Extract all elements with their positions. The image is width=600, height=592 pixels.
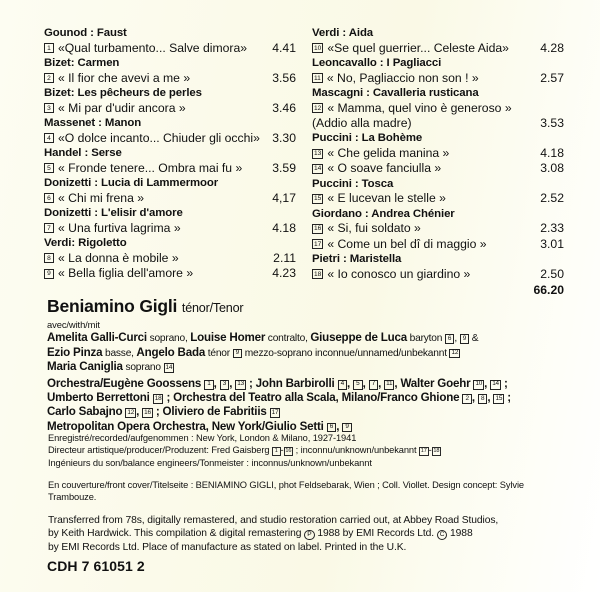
work-heading: Gounod : Faust xyxy=(44,27,127,39)
track-row xyxy=(312,221,564,236)
track-title: « Che gelida manina » xyxy=(327,146,450,160)
work-heading: Massenet : Manon xyxy=(44,117,142,129)
performer-name: ; Oliviero de Fabritiis xyxy=(152,405,270,419)
track-ref-box: 17 xyxy=(270,408,281,418)
track-ref-box: 5 xyxy=(353,380,363,390)
producer-unknown-text: ; inconnu/unknown/unbekannt xyxy=(293,445,419,456)
recording-info xyxy=(48,432,553,469)
track-row xyxy=(44,161,296,176)
track-ref-box: 1 xyxy=(272,447,281,456)
transfer-line-1: Transferred from 78s, digitally remastered, and studio restoration carried out, at Abbey Road Studios, xyxy=(48,515,499,526)
track-row xyxy=(312,146,564,161)
orchestra-line xyxy=(47,405,557,419)
orchestra-list xyxy=(47,377,557,434)
track-number-box: 2 xyxy=(44,73,54,83)
track-title: « La donna è mobile » xyxy=(58,250,179,265)
performer-list xyxy=(47,331,557,375)
track-ref-box: 9 xyxy=(460,334,470,344)
performer-line xyxy=(47,331,557,346)
track-number-box: 16 xyxy=(314,225,322,233)
phonogram-right-icon: P xyxy=(304,530,315,541)
artist-block xyxy=(47,296,557,434)
track-duration: 4.18 xyxy=(540,146,564,160)
track-title: « Bella figlia dell'amore » xyxy=(58,266,194,280)
track-duration: 2.11 xyxy=(273,250,296,265)
track-duration: 4.28 xyxy=(540,40,564,55)
track-duration: 4,17 xyxy=(272,190,296,205)
track-ref-box: 18 xyxy=(153,394,164,404)
track-title: «O dolce incanto... Chiuder gli occhi» xyxy=(58,130,260,145)
track-ref-box: 6 xyxy=(327,423,337,433)
track-duration: 3.53 xyxy=(540,116,564,130)
remastering-text: by Keith Hardwick. This compilation & digital remastering xyxy=(48,528,305,540)
track-ref-box: 8 xyxy=(478,394,488,404)
track-row xyxy=(44,101,296,116)
track-continuation xyxy=(312,116,564,131)
tracklist xyxy=(44,26,564,297)
track-ref-box: 15 xyxy=(493,394,504,404)
performer-name: Carlo Sabajno xyxy=(47,405,126,419)
track-number-box: 7 xyxy=(44,223,54,233)
track-ref-box: 18 xyxy=(433,448,440,455)
track-title: « Chi mi frena » xyxy=(58,190,145,205)
track-title: « Io conosco un giardino » xyxy=(327,266,471,281)
performer-name: Umberto Berrettoni xyxy=(47,391,153,405)
producer-text: Directeur artistique/producer/Produzent: Fred Gaisberg xyxy=(48,445,272,456)
performer-name: Louise Homer xyxy=(190,331,266,344)
track-title: « Mi par d'udir ancora » xyxy=(58,100,186,115)
performer-name: , Walter Goehr xyxy=(394,376,474,390)
dash: - xyxy=(428,445,432,456)
artist-name xyxy=(47,296,557,317)
track-row xyxy=(312,101,564,116)
performer-name: , xyxy=(471,391,478,405)
artist-name-text: Beniamino Gigli xyxy=(47,296,178,316)
track-duration: 2.33 xyxy=(540,221,564,236)
performer-role: soprano xyxy=(122,362,164,374)
performer-name: ; Orchestra del Teatro alla Scala, Milano/Franco Ghione xyxy=(163,391,463,405)
track-title: « E lucevan le stelle » xyxy=(327,191,446,206)
track-ref-box: 4 xyxy=(338,380,348,390)
track-number-box: 9 xyxy=(44,269,54,279)
performer-name: , xyxy=(487,391,494,405)
track-duration: 4.23 xyxy=(272,266,296,280)
track-ref-box: 10 xyxy=(473,380,484,390)
performer-name: Angelo Bada xyxy=(136,345,206,359)
track-ref-box: 7 xyxy=(369,380,379,390)
performer-name: ; xyxy=(504,391,511,405)
performer-role: & xyxy=(469,333,479,344)
orchestra-line xyxy=(47,391,557,405)
track-row xyxy=(44,251,296,266)
work-heading: Verdi: Rigoletto xyxy=(44,237,127,249)
track-number-box: 15 xyxy=(314,195,322,203)
track-number-box: 4 xyxy=(44,133,54,143)
work-heading: Verdi : Aida xyxy=(312,27,374,39)
track-number-box: 8 xyxy=(44,253,54,263)
artist-voice: ténor/Tenor xyxy=(181,301,244,315)
track-number-box: 11 xyxy=(314,74,321,82)
track-number-box: 17 xyxy=(314,240,322,248)
track-title: « Fronde tenere... Ombra mai fu » xyxy=(58,160,243,175)
work-heading: Donizetti : L'elisir d'amore xyxy=(44,207,183,219)
track-number-box: 14 xyxy=(314,165,322,173)
track-row xyxy=(312,161,564,176)
track-ref-box: 12 xyxy=(125,408,136,418)
performer-name: , xyxy=(229,376,236,390)
cover-credit xyxy=(48,479,553,504)
track-ref-box: 9 xyxy=(233,349,243,359)
performer-line xyxy=(47,360,557,375)
performer-role: ténor xyxy=(205,347,233,359)
transfer-notice xyxy=(48,514,553,554)
performer-name: Giuseppe de Luca xyxy=(310,331,408,344)
tracklist-column-right xyxy=(312,26,564,297)
track-row xyxy=(44,131,296,146)
track-title: « Come un bel dî di maggio » xyxy=(327,236,487,251)
track-duration: 4.41 xyxy=(272,40,296,55)
track-row xyxy=(44,266,296,281)
track-ref-box: 14 xyxy=(164,363,175,373)
track-title: « Mamma, quel vino è generoso » xyxy=(327,100,512,115)
catalog-number: CDH 7 61051 2 xyxy=(47,558,145,574)
performer-name: , xyxy=(484,376,491,390)
track-duration: 2.52 xyxy=(540,191,564,206)
performer-role: , xyxy=(454,333,460,344)
performer-role: basse, xyxy=(102,347,137,359)
performer-name: ; xyxy=(500,376,508,390)
performer-role: contralto, xyxy=(265,333,311,344)
copyright-icon: C xyxy=(437,530,448,541)
track-title: « Una furtiva lagrima » xyxy=(58,220,181,235)
work-heading: Giordano : Andrea Chénier xyxy=(312,207,455,220)
performer-role: mezzo-soprano inconnue/unnamed/unbekannt xyxy=(242,347,450,359)
track-continuation-text: (Addio alla madre) xyxy=(312,116,412,130)
performer-name: Orchestra/Eugène Goossens xyxy=(47,376,205,390)
track-duration: 3.59 xyxy=(272,160,296,175)
track-row xyxy=(312,267,564,282)
performer-name: , xyxy=(136,405,143,419)
with-label: avec/with/mit xyxy=(47,319,100,330)
track-title: «Se quel guerrier... Celeste Aida» xyxy=(327,40,509,55)
track-title: «Qual turbamento... Salve dimora» xyxy=(58,40,248,55)
performer-name: Maria Caniglia xyxy=(47,360,123,374)
track-ref-box: 11 xyxy=(384,380,394,390)
track-ref-box: 2 xyxy=(462,394,472,404)
performer-name: , xyxy=(336,419,343,433)
work-heading: Puccini : Tosca xyxy=(312,177,394,190)
performer-role: soprano, xyxy=(146,333,191,344)
track-row xyxy=(312,41,564,56)
work-heading: Puccini : La Bohème xyxy=(312,132,423,145)
work-heading: Mascagni : Cavalleria rusticana xyxy=(312,87,479,99)
orchestra-line xyxy=(47,377,557,391)
track-duration: 3.30 xyxy=(272,130,296,145)
tracklist-column-left xyxy=(44,26,296,297)
track-number-box: 10 xyxy=(314,44,322,52)
work-heading: Donizetti : Lucia di Lammermoor xyxy=(44,177,219,189)
track-duration: 3.56 xyxy=(272,70,296,85)
work-heading: Leoncavallo : I Pagliacci xyxy=(312,57,442,69)
track-ref-box: 12 xyxy=(449,349,460,359)
work-heading: Bizet: Carmen xyxy=(44,57,120,69)
performer-name: , xyxy=(378,376,385,390)
track-ref-box: 6 xyxy=(445,334,455,344)
emi-text: 1988 by EMI Records Ltd. xyxy=(314,528,437,540)
track-duration: 2.57 xyxy=(540,70,564,85)
track-row xyxy=(312,237,564,252)
copyright-year: 1988 xyxy=(447,528,473,540)
track-duration: 4.18 xyxy=(272,220,296,235)
work-heading: Handel : Serse xyxy=(44,147,122,159)
performer-name: ; John Barbirolli xyxy=(245,376,338,390)
work-heading: Pietri : Maristella xyxy=(312,253,402,266)
track-row xyxy=(44,221,296,236)
performer-name: , xyxy=(362,376,369,390)
track-ref-box: 3 xyxy=(220,380,230,390)
track-ref-box: 13 xyxy=(235,380,246,390)
track-row xyxy=(44,71,296,86)
track-ref-box: 14 xyxy=(490,380,501,390)
track-number-box: 13 xyxy=(314,150,322,157)
performer-name: Metropolitan Opera Orchestra, New York/Giulio Setti xyxy=(47,419,327,433)
cover-credit-line-1: En couverture/front cover/Titelseite : BENIAMINO GIGLI, phot Feldsebarak, Wien ; Coll. Viollet. Design concept: Sylvie xyxy=(48,480,524,490)
dash: - xyxy=(280,445,284,456)
track-number-box: 3 xyxy=(44,103,54,113)
track-duration: 3.08 xyxy=(540,161,564,176)
performer-name: , xyxy=(213,376,220,390)
recording-line-3: Ingénieurs du son/balance engineers/Tonmeister : inconnus/unknown/unbekannt xyxy=(48,457,372,468)
track-row xyxy=(44,41,296,56)
track-number-box: 6 xyxy=(44,193,54,203)
track-duration: 3.46 xyxy=(272,100,296,115)
recording-line-1: Enregistré/recorded/aufgenommen : New York, London & Milano, 1927-1941 xyxy=(48,433,357,443)
performer-name: Amelita Galli-Curci xyxy=(47,331,147,344)
track-row xyxy=(312,191,564,206)
performer-role: baryton xyxy=(407,333,445,344)
track-ref-box: 1 xyxy=(204,380,214,390)
recording-line-2 xyxy=(48,444,553,456)
total-duration: 66.20 xyxy=(533,283,564,298)
track-duration: 2.50 xyxy=(540,266,564,281)
transfer-line-2 xyxy=(48,527,553,541)
track-ref-box: 16 xyxy=(142,408,153,418)
track-row xyxy=(44,191,296,206)
track-number-box: 1 xyxy=(44,43,54,53)
track-number-box: 18 xyxy=(314,270,322,278)
track-duration: 3.01 xyxy=(540,236,564,251)
track-ref-box: 9 xyxy=(342,423,352,433)
work-heading: Bizet: Les pêcheurs de perles xyxy=(44,87,202,99)
track-title: « Si, fui soldato » xyxy=(327,221,421,236)
track-title: « O soave fanciulla » xyxy=(327,161,442,176)
performer-name: , xyxy=(347,376,354,390)
track-ref-box: 17 xyxy=(420,448,427,455)
performer-line xyxy=(47,346,557,361)
cover-credit-line-2: Trambouze. xyxy=(48,492,97,503)
transfer-line-3: by EMI Records Ltd. Place of manufacture as stated on label. Printed in the U.K. xyxy=(48,541,407,553)
performer-name: Ezio Pinza xyxy=(47,345,103,359)
track-number-box: 5 xyxy=(44,163,54,173)
track-title: « Il fior che avevi a me » xyxy=(58,70,191,85)
track-title: « No, Pagliaccio non son ! » xyxy=(326,70,479,85)
track-number-box: 12 xyxy=(314,104,322,112)
track-ref-box: 16 xyxy=(285,448,292,455)
track-row xyxy=(312,71,564,86)
